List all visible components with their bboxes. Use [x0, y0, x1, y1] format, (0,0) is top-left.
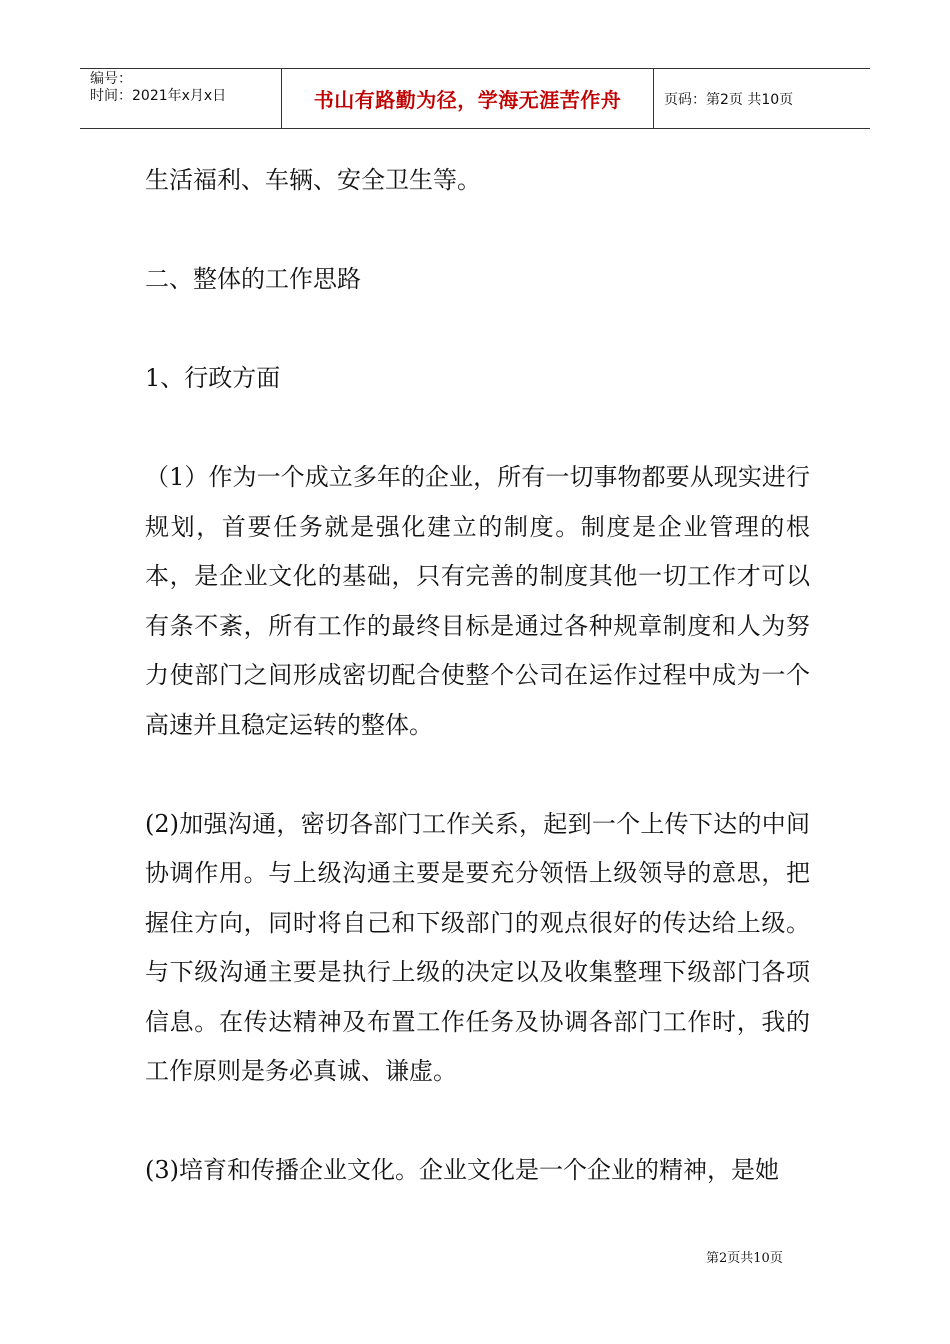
- subsection-heading: 1、行政方面: [145, 364, 281, 392]
- paragraph: （1）作为一个成立多年的企业，所有一切事物都要从现实进行规划，首要任务就是强化建立的制度。制度是企业管理的根本，是企业文化的基础，只有完善的制度其他一切工作才可以有条不紊，所有工作的最终目标是通过各种规章制度和人为努力使部门之间形成密切配合使整个公司在运作过程中成为一个高速并且稳定运转的整体。: [145, 463, 810, 739]
- document-body: [145, 156, 810, 1245]
- paragraph: (2)加强沟通，密切各部门工作关系，起到一个上传下达的中间协调作用。与上级沟通主要是要充分领悟上级领导的意思，把握住方向，同时将自己和下级部门的观点很好的传达给上级。与下级沟通主要是执行上级的决定以及收集整理下级部门各项信息。在传达精神及布置工作任务及协调各部门工作时，我的工作原则是务必真诚、谦虚。: [145, 809, 810, 1085]
- header-meta-cell: [80, 69, 282, 128]
- page-footer: 第2页共10页: [706, 1251, 783, 1266]
- header-motto: 书山有路勤为径，学海无涯苦作舟: [282, 69, 654, 128]
- paragraph: 生活福利、车辆、安全卫生等。: [145, 166, 481, 194]
- document-date-label: 时间：2021年x月x日: [90, 88, 227, 104]
- header-page-info: 页码：第2页 共10页: [664, 91, 794, 108]
- document-header: [80, 68, 870, 129]
- paragraph: (3)培育和传播企业文化。企业文化是一个企业的精神，是她: [145, 1156, 779, 1184]
- document-number-label: 编号：: [90, 71, 132, 87]
- section-heading: 二、整体的工作思路: [145, 265, 361, 293]
